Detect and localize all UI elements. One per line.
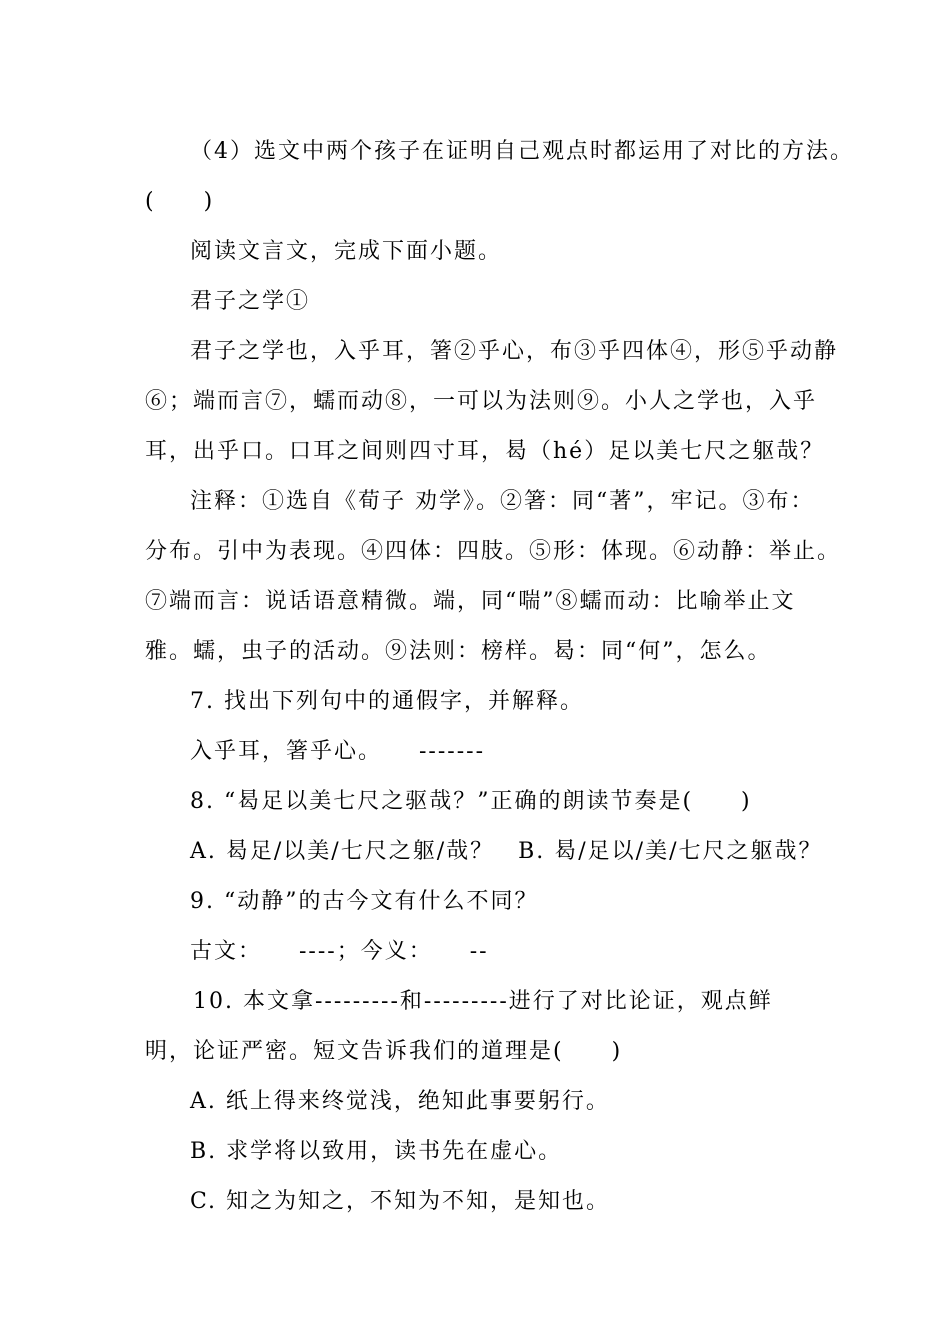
option-b: B. 求学将以致用，读书先在虚心。 — [190, 1139, 563, 1164]
notes-line-2: 分布。引中为表现。④四体：四肢。⑤形：体现。⑥动静：举止。 — [145, 539, 842, 564]
question-9-answer-line: 古文： ----；今义： -- — [190, 939, 489, 964]
option-c: C. 知之为知之，不知为不知，是知也。 — [190, 1189, 611, 1214]
question-8-options: A. 曷足/以美/七尺之躯/哉？ B. 曷/足以/美/七尺之躯哉？ — [190, 839, 823, 864]
question-9: 9. “动静”的古今文有什么不同？ — [190, 889, 539, 914]
passage-line-3: 耳，出乎口。口耳之间则四寸耳，曷（hé）足以美七尺之躯哉？ — [145, 439, 825, 464]
passage-line-2: ⑥；端而言⑦，蠕而动⑧，一可以为法则⑨。小人之学也，入乎 — [145, 389, 818, 414]
passage-title: 君子之学① — [190, 289, 311, 314]
question-4-statement: （4）选文中两个孩子在证明自己观点时都运用了对比的方法。 — [190, 139, 854, 164]
question-7-prompt: 入乎耳，箸乎心。 ------- — [190, 739, 486, 764]
question-10-continued: 明，论证严密。短文告诉我们的道理是( ) — [145, 1039, 623, 1064]
notes-line-1: 注释：①选自《荀子 劝学》。②箸：同“著”，牢记。③布： — [190, 489, 815, 514]
question-10: 10. 本文拿---------和---------进行了对比论证，观点鲜 — [193, 989, 773, 1014]
question-7: 7. 找出下列句中的通假字，并解释。 — [190, 689, 584, 714]
question-8: 8. “曷足以美七尺之驱哉？”正确的朗读节奏是( ) — [190, 789, 752, 814]
passage-line-1: 君子之学也，入乎耳，箸②乎心，布③乎四体④，形⑤乎动静 — [190, 339, 839, 364]
option-a: A. 纸上得来终觉浅，绝知此事要躬行。 — [190, 1089, 610, 1114]
notes-line-3: ⑦端而言：说话语意精微。端，同“喘”⑧蠕而动：比喻举止文 — [145, 589, 796, 614]
reading-instruction: 阅读文言文，完成下面小题。 — [190, 239, 503, 264]
notes-line-4: 雅。蠕，虫子的活动。⑨法则：榜样。曷：同“何”，怎么。 — [145, 639, 772, 664]
answer-parentheses: ( ) — [145, 189, 215, 214]
